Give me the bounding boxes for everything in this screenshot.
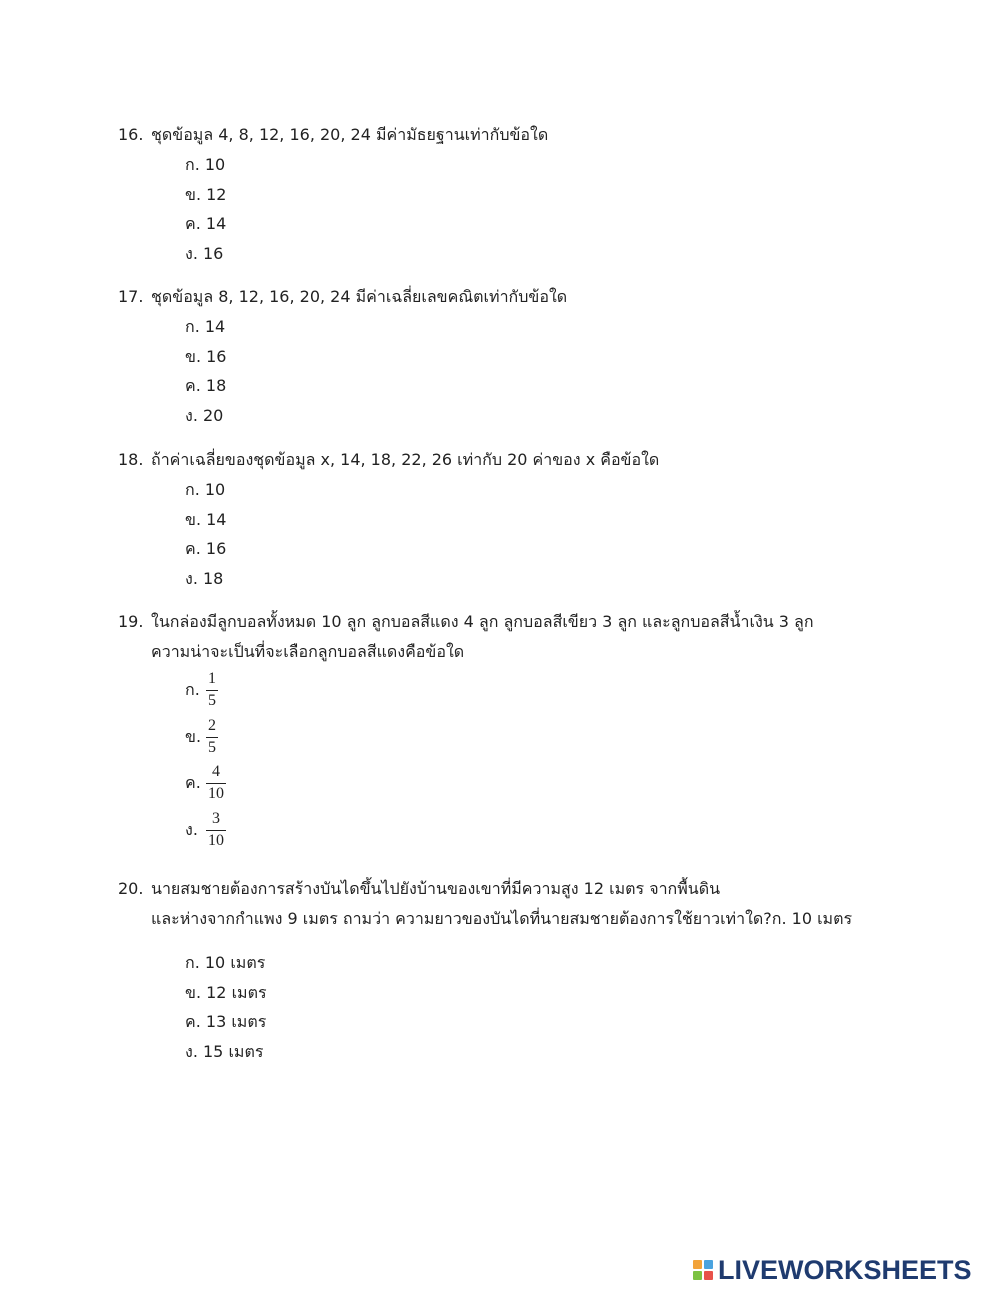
option-c[interactable] xyxy=(185,1007,918,1037)
question-20 xyxy=(118,874,918,1066)
option-d[interactable] xyxy=(185,807,918,854)
option-label: ข. xyxy=(185,726,202,746)
option-b[interactable] xyxy=(185,342,918,372)
option-label: ค. xyxy=(185,539,201,558)
question-text: นายสมชายต้องการสร้างบันไดขึ้นไปยังบ้านของเขาที่มีความสูง 12 เมตร จากพื้นดิน xyxy=(151,879,721,898)
option-label: ง. xyxy=(185,1041,198,1061)
liveworksheets-logo[interactable] xyxy=(693,1255,972,1285)
option-value: 10 xyxy=(204,155,226,174)
option-b[interactable] xyxy=(185,714,918,761)
option-label: ง. xyxy=(185,568,198,588)
question-number: 18. xyxy=(118,450,144,469)
fraction-numerator: 2 xyxy=(208,716,216,734)
option-c[interactable] xyxy=(185,371,918,401)
option-label: ข. xyxy=(185,184,202,204)
option-value: 10 เมตร xyxy=(204,953,266,972)
option-label: ข. xyxy=(185,346,202,366)
option-value: 16 xyxy=(206,346,227,366)
fraction xyxy=(206,669,218,711)
fraction xyxy=(206,716,218,758)
fraction-denominator: 10 xyxy=(208,785,224,803)
option-value: 16 xyxy=(203,243,224,263)
option-d[interactable] xyxy=(185,401,918,431)
logo-mark-square xyxy=(704,1260,713,1269)
option-value: 12 xyxy=(206,184,227,204)
question-number: 16. xyxy=(118,125,144,144)
fraction xyxy=(206,809,226,851)
option-value: 13 เมตร xyxy=(205,1012,267,1031)
logo-mark-square xyxy=(704,1271,713,1280)
question-number: 17. xyxy=(118,287,144,306)
option-a[interactable] xyxy=(185,475,918,505)
option-value: 14 xyxy=(204,317,226,336)
option-label: ค. xyxy=(185,773,201,793)
question-text: ชุดข้อมูล 8, 12, 16, 20, 24 มีค่าเฉลี่ยเลขคณิตเท่ากับข้อใด xyxy=(151,287,568,306)
question-18 xyxy=(118,445,918,593)
fraction-numerator: 1 xyxy=(208,670,216,687)
logo-text: LIVEWORKSHEETS xyxy=(718,1255,972,1285)
fraction-numerator: 4 xyxy=(212,763,220,781)
option-label: ง. xyxy=(185,243,198,263)
option-label: ก. xyxy=(185,680,200,699)
question-text-line2: ความน่าจะเป็นที่จะเลือกลูกบอลสีแดงคือข้อใด xyxy=(151,642,465,661)
option-value: 14 xyxy=(206,509,227,529)
option-d[interactable] xyxy=(185,239,918,269)
option-label: ก. xyxy=(185,480,200,499)
option-value: 14 xyxy=(205,214,227,233)
option-a[interactable] xyxy=(185,948,918,978)
option-label: ง. xyxy=(185,820,198,840)
option-value: 20 xyxy=(203,405,224,425)
option-c[interactable] xyxy=(185,760,918,807)
logo-mark-square xyxy=(693,1260,702,1269)
option-value: 16 xyxy=(205,539,227,558)
question-text: ถ้าค่าเฉลี่ยของชุดข้อมูล x, 14, 18, 22, 26 เท่ากับ 20 ค่าของ x คือข้อใด xyxy=(151,450,660,469)
question-19 xyxy=(118,607,918,854)
logo-mark-square xyxy=(693,1271,702,1280)
option-label: ง. xyxy=(185,405,198,425)
fraction-numerator: 3 xyxy=(212,810,220,828)
option-a[interactable] xyxy=(185,312,918,342)
option-label: ค. xyxy=(185,376,201,395)
option-d[interactable] xyxy=(185,564,918,594)
option-label: ก. xyxy=(185,317,200,336)
option-a[interactable] xyxy=(185,667,918,714)
option-b[interactable] xyxy=(185,505,918,535)
question-17 xyxy=(118,282,918,430)
option-value: 12 เมตร xyxy=(206,982,267,1002)
option-a[interactable] xyxy=(185,150,918,180)
question-number: 20. xyxy=(118,879,144,898)
option-d[interactable] xyxy=(185,1037,918,1067)
logo-mark-icon xyxy=(693,1260,713,1280)
option-value: 10 xyxy=(204,480,226,499)
question-number: 19. xyxy=(118,612,144,631)
question-text-line2: และห่างจากกำแพง 9 เมตร ถามว่า ความยาวของบันไดที่นายสมชายต้องการใช้ยาวเท่าใด?ก. 10 เมตร xyxy=(151,909,853,928)
option-c[interactable] xyxy=(185,534,918,564)
question-text: ในกล่องมีลูกบอลทั้งหมด 10 ลูก ลูกบอลสีแดง 4 ลูก ลูกบอลสีเขียว 3 ลูก และลูกบอลสีน้ำเงิน 3 ลูก xyxy=(151,612,814,631)
option-c[interactable] xyxy=(185,209,918,239)
question-16 xyxy=(118,120,918,268)
option-value: 18 xyxy=(205,376,227,395)
fraction xyxy=(206,762,226,804)
option-label: ข. xyxy=(185,982,202,1002)
fraction-denominator: 5 xyxy=(208,692,216,709)
option-label: ก. xyxy=(185,155,200,174)
question-text: ชุดข้อมูล 4, 8, 12, 16, 20, 24 มีค่ามัธยฐานเท่ากับข้อใด xyxy=(151,125,549,144)
option-value: 15 เมตร xyxy=(203,1041,264,1061)
option-label: ข. xyxy=(185,509,202,529)
option-b[interactable] xyxy=(185,180,918,210)
option-label: ก. xyxy=(185,953,200,972)
option-label: ค. xyxy=(185,214,201,233)
fraction-denominator: 5 xyxy=(208,738,216,756)
option-label: ค. xyxy=(185,1012,201,1031)
option-b[interactable] xyxy=(185,978,918,1008)
fraction-denominator: 10 xyxy=(208,832,224,850)
option-value: 18 xyxy=(203,568,224,588)
